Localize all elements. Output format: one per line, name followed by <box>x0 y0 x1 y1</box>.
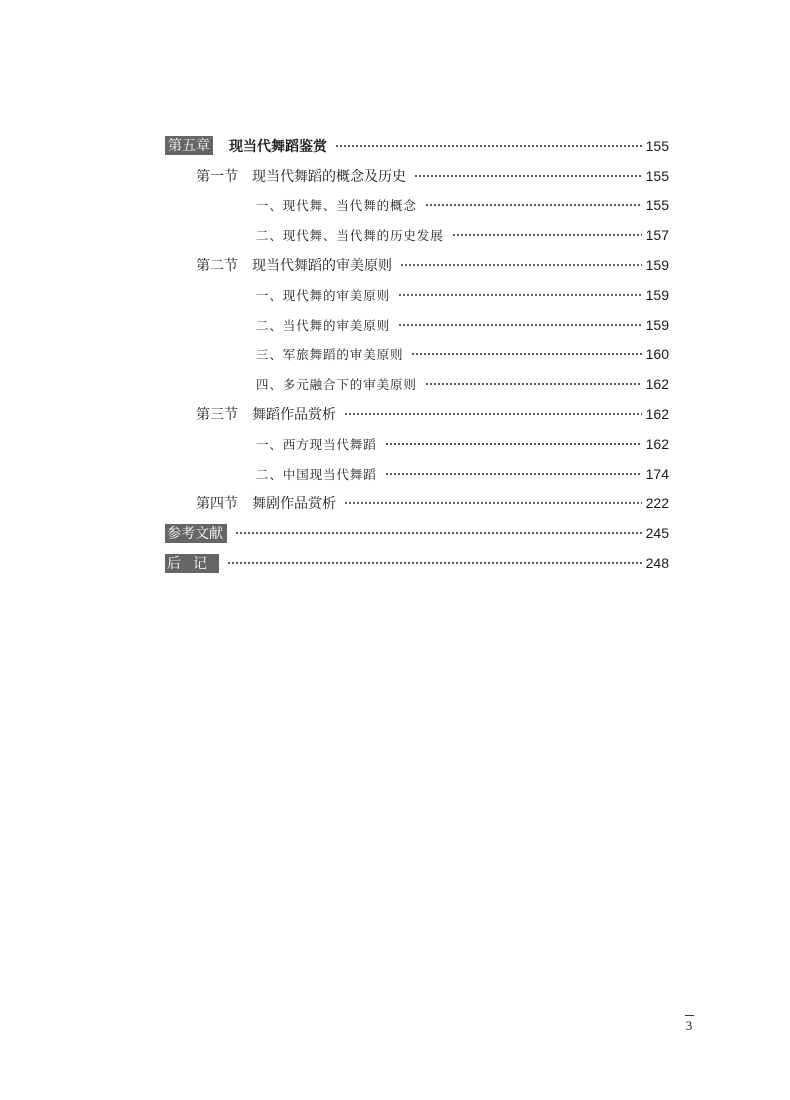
toc-item[interactable] <box>165 191 669 221</box>
toc-item[interactable] <box>165 459 669 489</box>
item-title: 二、现代舞、当代舞的历史发展 <box>256 228 444 244</box>
toc-item[interactable] <box>165 369 669 399</box>
chapter-number: 第五章 <box>165 136 213 155</box>
item-title: 一、现代舞的审美原则 <box>256 287 391 303</box>
section-title: 现当代舞蹈的概念及历史 <box>252 168 406 185</box>
page-number: 162 <box>645 435 669 452</box>
page-number: 155 <box>645 137 669 154</box>
dot-leader <box>385 473 642 475</box>
references-label: 参考文献 <box>165 524 227 543</box>
dot-leader <box>235 532 642 534</box>
page-number: 245 <box>645 525 669 542</box>
page-number: 159 <box>645 257 669 274</box>
dot-leader <box>398 324 642 326</box>
dot-leader <box>411 353 642 355</box>
dot-leader <box>452 234 642 236</box>
section-number: 第三节 <box>196 407 238 424</box>
toc-item[interactable] <box>165 310 669 340</box>
toc-section-4[interactable] <box>165 489 669 519</box>
toc-item[interactable] <box>165 340 669 370</box>
dot-leader <box>398 294 642 296</box>
dot-leader <box>425 204 642 206</box>
dot-leader <box>425 383 642 385</box>
toc-section-3[interactable] <box>165 399 669 429</box>
toc-section-2[interactable] <box>165 250 669 280</box>
page-number: 162 <box>645 406 669 423</box>
toc-chapter-5[interactable] <box>165 131 669 161</box>
toc-item[interactable] <box>165 429 669 459</box>
page-number: 155 <box>645 197 669 214</box>
page-number: 222 <box>645 495 669 512</box>
toc-afterword[interactable] <box>165 548 669 578</box>
section-number: 第四节 <box>196 496 238 513</box>
item-title: 三、军旅舞蹈的审美原则 <box>256 347 404 363</box>
chapter-title: 现当代舞蹈鉴赏 <box>229 138 327 155</box>
page-number: 160 <box>645 346 669 363</box>
afterword-label: 后记 <box>167 555 219 572</box>
page-number: 162 <box>645 376 669 393</box>
toc-references[interactable] <box>165 518 669 548</box>
section-number: 第一节 <box>196 168 238 185</box>
toc-item[interactable] <box>165 220 669 250</box>
page-number: 155 <box>645 167 669 184</box>
dot-leader <box>335 145 642 147</box>
page-number: 248 <box>645 555 669 572</box>
page-number: 159 <box>645 286 669 303</box>
dot-leader <box>385 443 642 445</box>
folio-number: 3 <box>685 1018 693 1033</box>
section-title: 舞剧作品赏析 <box>252 496 336 513</box>
section-title: 舞蹈作品赏析 <box>252 407 336 424</box>
item-title: 四、多元融合下的审美原则 <box>256 377 417 393</box>
section-title: 现当代舞蹈的审美原则 <box>252 258 392 275</box>
dot-leader <box>344 502 642 504</box>
page-number: 174 <box>645 465 669 482</box>
item-title: 一、现代舞、当代舞的概念 <box>256 198 417 214</box>
toc-section-1[interactable] <box>165 161 669 191</box>
dot-leader <box>414 175 642 177</box>
dot-leader <box>227 562 642 564</box>
item-title: 二、当代舞的审美原则 <box>256 317 391 333</box>
dot-leader <box>400 264 642 266</box>
folio-rule <box>685 1015 694 1016</box>
page-folio <box>683 1015 695 1034</box>
dot-leader <box>344 413 642 415</box>
page-number: 157 <box>645 227 669 244</box>
table-of-contents <box>165 131 669 578</box>
item-title: 一、西方现当代舞蹈 <box>256 436 377 452</box>
item-title: 二、中国现当代舞蹈 <box>256 466 377 482</box>
toc-item[interactable] <box>165 280 669 310</box>
page-number: 159 <box>645 316 669 333</box>
section-number: 第二节 <box>196 258 238 275</box>
